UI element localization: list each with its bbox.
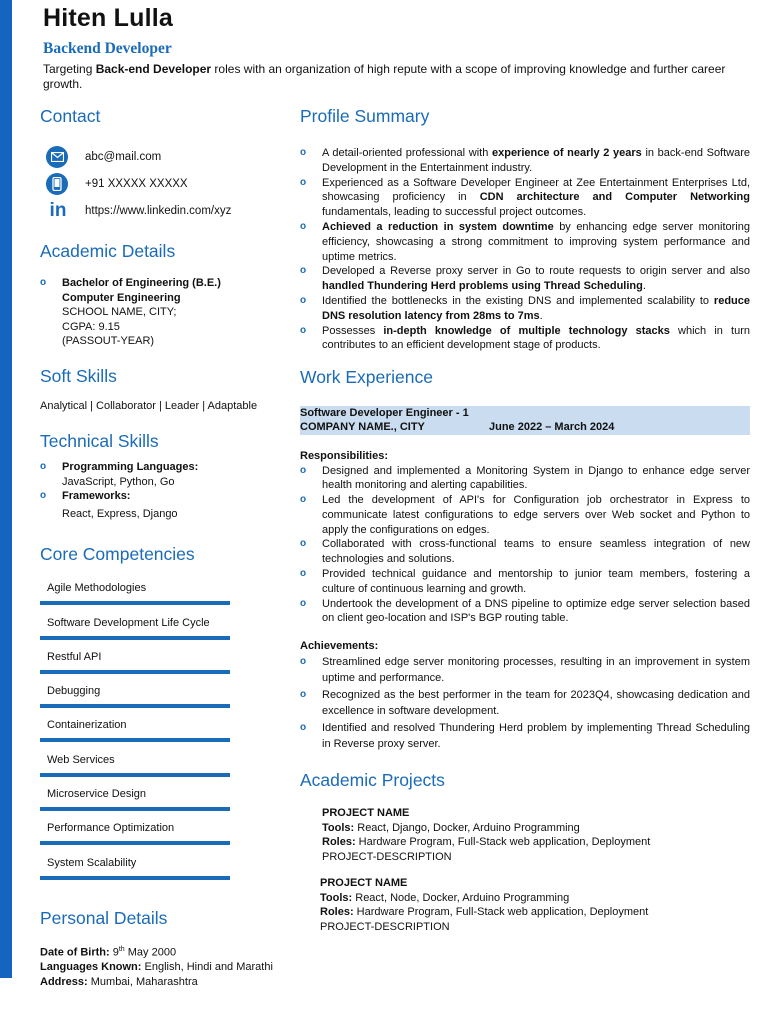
languages-label: Programming Languages: (62, 461, 199, 473)
summary-item (300, 324, 750, 354)
responsibility-item: o Designed and implemented a Monitoring System in Django to enhance edge server health monitoring and alerting capabilities. (300, 464, 750, 494)
responsibilities-label: Responsibilities: (300, 450, 389, 462)
resume-header (43, 4, 743, 92)
project-tools: React, Django, Docker, Arduino Programming (354, 821, 580, 834)
contact-linkedin[interactable]: https://www.linkedin.com/xyz (85, 205, 232, 217)
address-label: Address: (40, 975, 88, 988)
summary-text: by enhancing edge server monitoring efficiency, showcasing a strong commitment to improving system performance and uptime metrics. (322, 220, 750, 263)
competency-label: Software Development Life Cycle (47, 617, 210, 629)
accent-sidebar-bar (0, 0, 12, 978)
summary-text: Identified the bottlenecks in the existing DNS and implemented scalability to (322, 294, 714, 307)
contact-heading: Contact (40, 106, 101, 126)
competency-label: Debugging (47, 685, 101, 697)
competency-item (40, 754, 230, 777)
competency-bar (40, 738, 230, 742)
competency-item (40, 788, 230, 811)
competency-item (40, 651, 230, 674)
competency-item (40, 822, 230, 845)
project-roles-label: Roles: (320, 906, 354, 918)
competency-label: Web Services (47, 754, 115, 766)
profile-summary (300, 146, 750, 353)
summary-text: in back-end Software Development in the Entertainment industry. (322, 147, 751, 174)
competency-label: Performance Optimization (47, 822, 175, 834)
work-experience-heading: Work Experience (300, 367, 433, 387)
project-item (322, 806, 752, 864)
address-value: Mumbai, Maharashtra (87, 975, 198, 988)
achievements-list (300, 654, 750, 753)
achievement-item: o Recognized as the best performer in the team for 2023Q4, showcasing dedication and excellence in software development. (300, 687, 750, 720)
summary-highlight: handled Thundering Herd problems using Thread Scheduling (322, 280, 643, 293)
summary-highlight: Achieved a reduction in system downtime (322, 220, 554, 233)
dob-label: Date of Birth: (40, 946, 110, 959)
languages-known-value: English, Hindi and Marathi (141, 961, 273, 974)
summary-text: which in turn contributes to an efficient development stage of products. (322, 324, 751, 352)
competency-item (40, 582, 230, 605)
competency-bar (40, 841, 230, 845)
address (40, 975, 300, 990)
technical-skills-heading: Technical Skills (40, 431, 159, 451)
project-roles: Hardware Program, Full-Stack web application, Deployment (355, 836, 651, 848)
summary-item (300, 264, 750, 294)
cgpa: CGPA: 9.15 (62, 320, 120, 333)
responsibilities-list (300, 464, 750, 627)
contact-phone[interactable]: +91 XXXXX XXXXX (85, 178, 188, 190)
list-item (40, 276, 290, 349)
responsibility-item: o Collaborated with cross-functional teams to ensure seamless integration of new technologies and solutions. (300, 537, 750, 567)
experience-header-band (300, 406, 750, 435)
competency-bar (40, 773, 230, 777)
competency-label: Restful API (47, 651, 102, 663)
objective-text: Targeting (43, 62, 96, 76)
branch: Computer Engineering (62, 291, 181, 304)
competency-bar (40, 704, 230, 708)
personal-details (40, 943, 300, 989)
competency-bar (40, 601, 230, 605)
summary-item (300, 176, 750, 220)
academic-projects-heading: Academic Projects (300, 770, 445, 790)
work-experience-details (300, 449, 750, 753)
candidate-role: Backend Developer (43, 40, 172, 57)
candidate-name: Hiten Lulla (43, 4, 173, 32)
competency-label: Agile Methodologies (47, 582, 147, 594)
phone-icon (46, 173, 68, 195)
degree: Bachelor of Engineering (B.E.) (62, 277, 221, 289)
dob-value: 9 (109, 946, 119, 959)
summary-text: fundamentals, leading to successful project outcomes. (322, 206, 587, 219)
competency-label: Microservice Design (47, 788, 147, 800)
list-item (40, 489, 290, 521)
achievement-item: o Streamlined edge server monitoring processes, resulting in an improvement in system uptime and performance. (300, 654, 750, 687)
core-competencies-heading: Core Competencies (40, 544, 195, 564)
summary-item (300, 146, 750, 176)
project-roles-label: Roles: (322, 836, 356, 848)
project-name: PROJECT NAME (322, 807, 410, 819)
competency-label: System Scalability (47, 857, 137, 869)
summary-text: . (539, 309, 543, 322)
achievement-item: o Identified and resolved Thundering Herd problem by implementing Thread Scheduling in Reverse proxy server. (300, 720, 750, 753)
company-name: COMPANY NAME., CITY (300, 421, 425, 433)
employment-dates: June 2022 – March 2024 (489, 421, 615, 433)
contact-email[interactable]: abc@mail.com (85, 151, 162, 163)
summary-item (300, 294, 750, 324)
school: SCHOOL NAME, CITY; (62, 306, 177, 318)
project-description: PROJECT-DESCRIPTION (320, 920, 450, 933)
competency-bar (40, 636, 230, 640)
competency-item (40, 857, 230, 880)
summary-highlight: CDN architecture and Computer Networking (479, 191, 750, 204)
profile-summary-heading: Profile Summary (300, 106, 430, 126)
dob-value: May 2000 (124, 946, 177, 959)
competency-item (40, 617, 230, 640)
project-tools: React, Node, Docker, Arduino Programming (352, 891, 570, 904)
responsibility-item: o Led the development of API's for Configuration job orchestrator in Express to communicate latest configurations to edge servers over Web socket and Python to apply the configurations on edges. (300, 493, 750, 537)
project-name: PROJECT NAME (320, 877, 408, 889)
academic-heading: Academic Details (40, 241, 176, 261)
responsibility-item: o Undertook the development of a DNS pipeline to optimize edge server selection based on client geo-location and ISP's BGP routing table. (300, 597, 750, 627)
dob-suffix: th (118, 946, 125, 953)
list-item (40, 460, 290, 489)
responsibility-item: o Provided technical guidance and mentorship to junior team members, fostering a culture of continuous learning and growth. (300, 567, 750, 597)
frameworks-label: Frameworks: (62, 490, 131, 502)
project-item (320, 876, 750, 934)
competency-item (40, 719, 230, 742)
project-roles: Hardware Program, Full-Stack web application, Deployment (353, 906, 649, 918)
job-title: Software Developer Engineer - 1 (300, 407, 469, 419)
summary-item (300, 220, 750, 264)
contact-linkedin-row[interactable] (46, 199, 232, 223)
languages-known-label: Languages Known: (40, 961, 142, 974)
contact-phone-row[interactable] (46, 172, 188, 196)
academic-details (40, 276, 290, 349)
summary-text: . (642, 280, 646, 293)
technical-skills (40, 460, 290, 521)
summary-highlight: experience of nearly 2 years (491, 147, 642, 159)
summary-highlight: reduce DNS resolution latency from 28ms to 7ms (322, 294, 750, 322)
frameworks-value: React, Express, Django (62, 507, 178, 520)
summary-text: Developed a Reverse proxy server in Go to route requests to origin server and also (322, 265, 750, 278)
mail-icon (46, 146, 68, 168)
competency-bar (40, 670, 230, 674)
achievements-label: Achievements: (300, 640, 379, 653)
project-tools-label: Tools: (322, 821, 355, 834)
contact-email-row[interactable] (46, 145, 162, 169)
linkedin-icon: in (49, 200, 67, 221)
competency-bar (40, 876, 230, 880)
passout-year: (PASSOUT-YEAR) (62, 335, 155, 347)
objective-highlight: Back-end Developer (95, 62, 212, 76)
career-objective (43, 62, 743, 92)
soft-skills-text: Analytical | Collaborator | Leader | Adaptable (40, 400, 258, 412)
project-description: PROJECT-DESCRIPTION (322, 850, 452, 863)
summary-text: A detail-oriented professional with (322, 147, 492, 159)
summary-list (300, 146, 750, 353)
summary-highlight: in-depth knowledge of multiple technology stacks (383, 324, 670, 337)
competency-item (40, 685, 230, 708)
summary-text: Experienced as a Software Developer Engineer at Zee Entertainment Enterprises Ltd, showcasing proficiency in (322, 176, 750, 204)
soft-skills-heading: Soft Skills (40, 366, 117, 386)
project-tools-label: Tools: (320, 891, 353, 904)
personal-details-heading: Personal Details (40, 908, 168, 928)
objective-text: roles with an organization of high repute with a scope of improving knowledge and further career growth. (43, 62, 726, 91)
summary-text: Possesses (322, 324, 384, 337)
competency-bar (40, 807, 230, 811)
competency-label: Containerization (47, 719, 127, 731)
date-of-birth (40, 943, 300, 960)
languages-known (40, 960, 300, 975)
languages-value: JavaScript, Python, Go (62, 475, 175, 488)
